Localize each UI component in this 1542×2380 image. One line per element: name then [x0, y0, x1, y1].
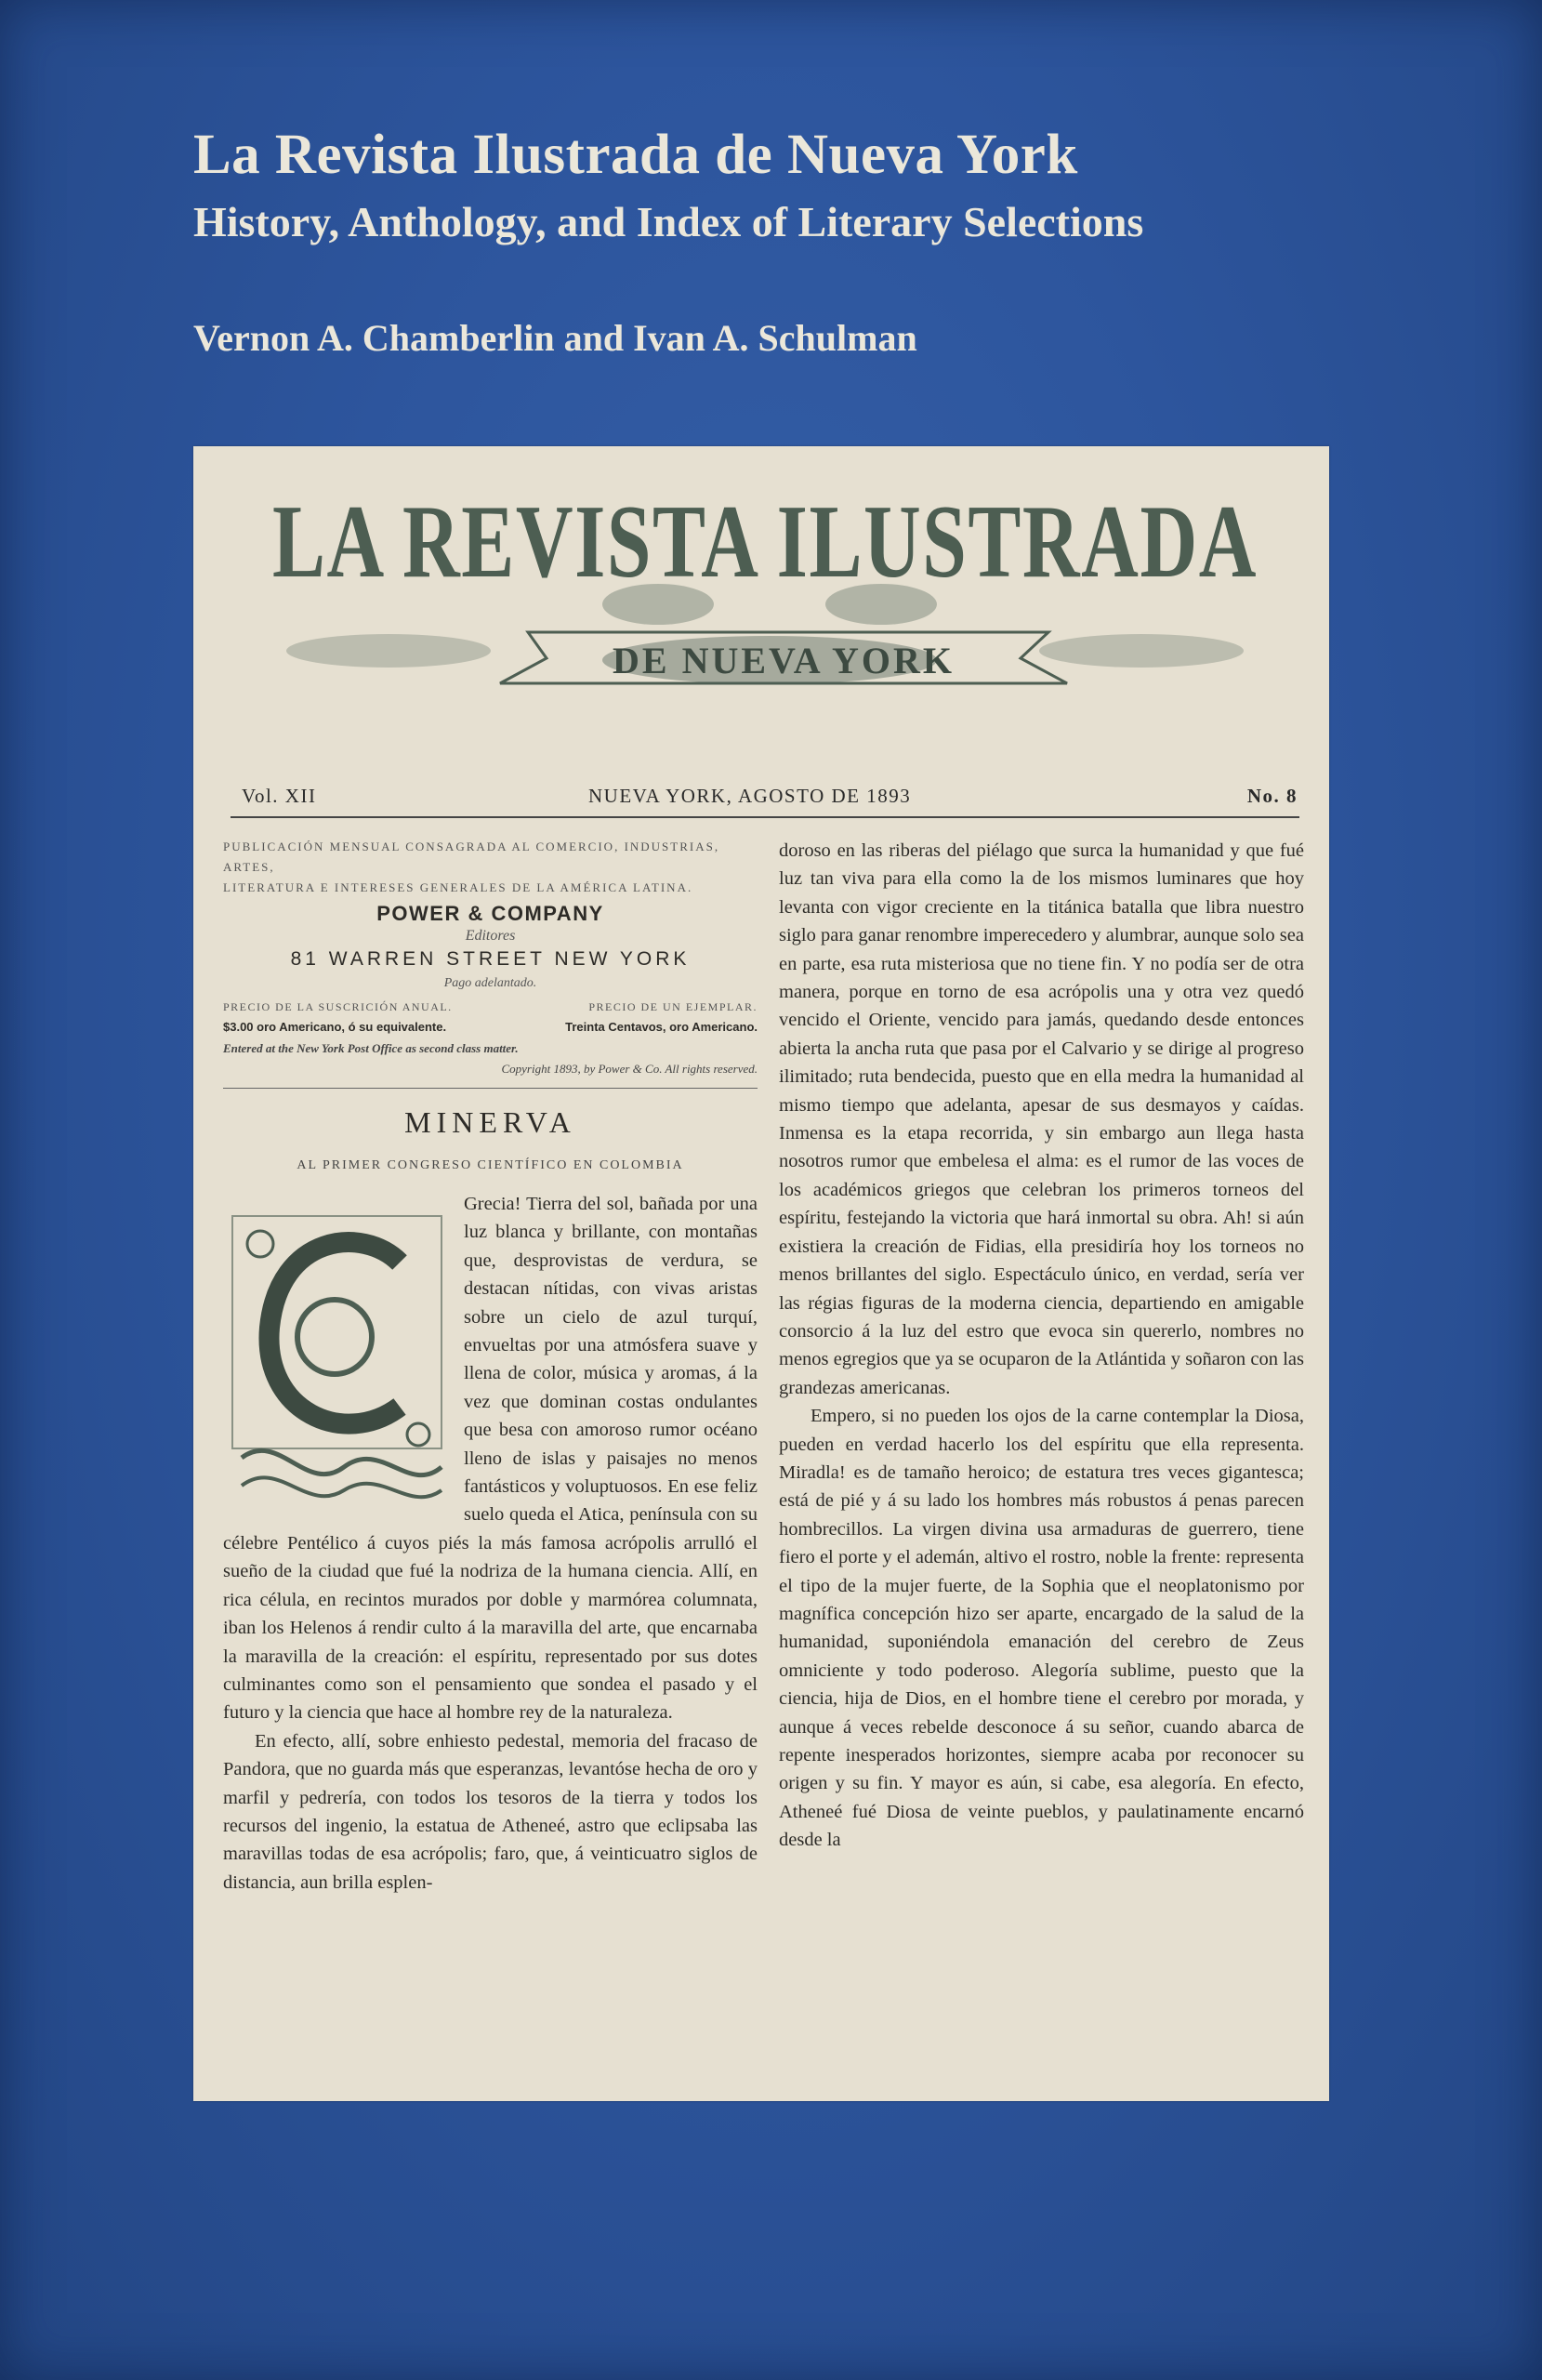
dateline-rule	[231, 816, 1299, 818]
entered-notice: Entered at the New York Post Office as second class matter.	[223, 1041, 519, 1055]
masthead	[249, 474, 1281, 697]
article-dedication: AL PRIMER CONGRESO CIENTÍFICO EN COLOMBIA	[297, 1158, 684, 1172]
book-authors: Vernon A. Chamberlin and Ivan A. Schulman	[193, 317, 917, 359]
newspaper-plate	[193, 446, 1329, 2101]
issue-number: No. 8	[1246, 785, 1298, 807]
publisher-address: 81 WARREN STREET NEW YORK	[290, 948, 691, 970]
single-price: Treinta Centavos, oro Americano.	[565, 1020, 758, 1034]
book-subtitle: History, Anthology, and Index of Literary Selections	[193, 198, 1144, 245]
publisher-name: POWER & COMPANY	[376, 902, 604, 925]
annual-price-label: PRECIO DE LA SUSCRICIÓN ANUAL.	[223, 1000, 453, 1013]
publisher-rule	[223, 1088, 758, 1089]
left-paragraph-1: Grecia! Tierra del sol, bañada por una luz blanca y brillante, con montañas que, desprovistas de verdura, se destacan nítidas, con vivas aristas sobre un cielo de azul turquí, envueltas por una atmósfera suave y llena de color, música y aromas, á la vez que dominan costas ondulantes que besa con amoroso rumor océano lleno de islas y paisajes no menos fantásticos y voluptuosos. En ese feliz suelo queda el Atica, península con su célebre Pentélico á cuyos piés la más famosa acrópolis arrulló el sueño de la ciudad que fué la nodriza de la humana ciencia. Allí, en rica célula, en recintos murados por doble y marmórea columnata, iban los Helenos á rendir culto á la maravilla del arte, que encarnaba la maravilla de la creación: el espíritu, representado por sus dotes culminantes como son el pensamiento que sondea el pasado y el futuro y la ciencia que hace al hombre rey de la naturaleza.	[223, 1194, 758, 1724]
single-price-label: PRECIO DE UN EJEMPLAR.	[588, 1000, 758, 1013]
copyright-notice: Copyright 1893, by Power & Co. All rights reserved.	[501, 1062, 758, 1076]
masthead-subtitle: DE NUEVA YORK	[613, 640, 955, 681]
dateline	[193, 779, 1329, 816]
right-paragraph-1: doroso en las riberas del piélago que surca la humanidad y que fué luz tan viva para ella como la de los mismos luminares que hoy levanta con vigor creciente en la titánica batalla que libra nuestro siglo para ganar renombre imperecedero y alumbrar, aunque solo sea en parte, esa ruta misteriosa que no tiene fin. Y no podía ser de otra manera, porque en torno de esa acrópolis una y otra vez quedó vencido el Oriente, vencido para jamás, quedando desde entonces abierta la ancha ruta que pasa por el Calvario y se dirige al progreso ilimitado; ruta bendecida, puesto que en ella medra la humanidad al mismo tiempo que adelanta, apesar de sus desmayos y caídas. Inmensa es la etapa recorrida, y sin embargo aun llega hasta nosotros rumor que embelesa el alma: es el rumor de las voces de los académicos griegos que celebran los primeros torneos del espíritu, festejando la victoria que hará inmortal su obra. Ah! si aún existiera la creación de Fidias, ella presidiría hoy los torneos no menos brillantes del siglo. Espectáculo único, en verdad, sería ver las régias figuras de la moderna ciencia, departiendo en amigable consorcio á la luz del estro que evoca sin quererlo, nombres no menos egregios que ya se ocuparon de la Atlántida y soñaron con las grandezas americanas.	[779, 840, 1304, 1398]
right-paragraph-2: Empero, si no pueden los ojos de la carne contemplar la Diosa, pueden en verdad hacerlo los del espíritu que ella representa. Miradla! es de tamaño heroico; de estatura tres veces gigantesca; está de pié y á su lado los hombres más robustos á penas parecen hombrecillos. La virgen divina usa armaduras de guerrero, tiene fiero el porte y el ademán, altivo el rostro, noble la frente: representa el tipo de la mujer fuerte, de la Sophia que el neoplatonismo por magnífica concepción hizo ser aparte, encargado de la salud de la humanidad, suponiéndola emanación del cerebro de Zeus omniciente y todo poderoso. Alegoría sublime, puesto que la ciencia, hija de Dios, en el hombre tiene el cerebro por morada, y aunque á veces rebelde desconoce á su señor, cuando abarca de repente inesperados horizontes, siempre acaba por reconocer su origen y su fin. Y mayor es aún, si cabe, esa alegoría. En efecto, Atheneé fué Diosa de veinte pueblos, y paulatinamente encarnó desde la	[779, 1406, 1304, 1851]
publication-line-2: LITERATURA E INTERESES GENERALES DE LA AMÉRICA LATINA.	[223, 880, 693, 894]
annual-price: $3.00 oro Americano, ó su equivalente.	[223, 1020, 447, 1034]
publication-line-1: PUBLICACIÓN MENSUAL CONSAGRADA AL COMERCIO, INDUSTRIAS, ARTES,	[223, 840, 720, 874]
article-title: MINERVA	[404, 1105, 576, 1139]
right-body	[779, 837, 1304, 1855]
left-body	[223, 1190, 758, 1897]
masthead-title: LA REVISTA ILUSTRADA	[272, 484, 1258, 600]
issue-date: NUEVA YORK, AGOSTO DE 1893	[588, 785, 912, 807]
left-column	[223, 837, 758, 1897]
left-paragraph-2: En efecto, allí, sobre enhiesto pedestal, memoria del fracaso de Pandora, que no guarda más que esperanzas, levantóse hecha de oro y marfil y pedrería, con todos los tesoros de la tierra y todos los recursos del ingenio, la estatua de Atheneé, astro que eclipsaba las maravillas todas de esa acrópolis; faro, que, á veinticuatro siglos de distancia, aun brilla esplen-	[223, 1730, 758, 1893]
volume-label: Vol. XII	[242, 785, 317, 807]
book-title: La Revista Ilustrada de Nueva York	[193, 124, 1078, 186]
editores-label: Editores	[465, 928, 516, 944]
price-values	[223, 1020, 758, 1034]
ornamental-initial-icon	[223, 1207, 451, 1514]
pago-label: Pago adelantado.	[443, 976, 537, 990]
price-labels	[223, 1000, 758, 1014]
masthead-art	[249, 474, 1281, 697]
right-column	[779, 837, 1304, 1855]
